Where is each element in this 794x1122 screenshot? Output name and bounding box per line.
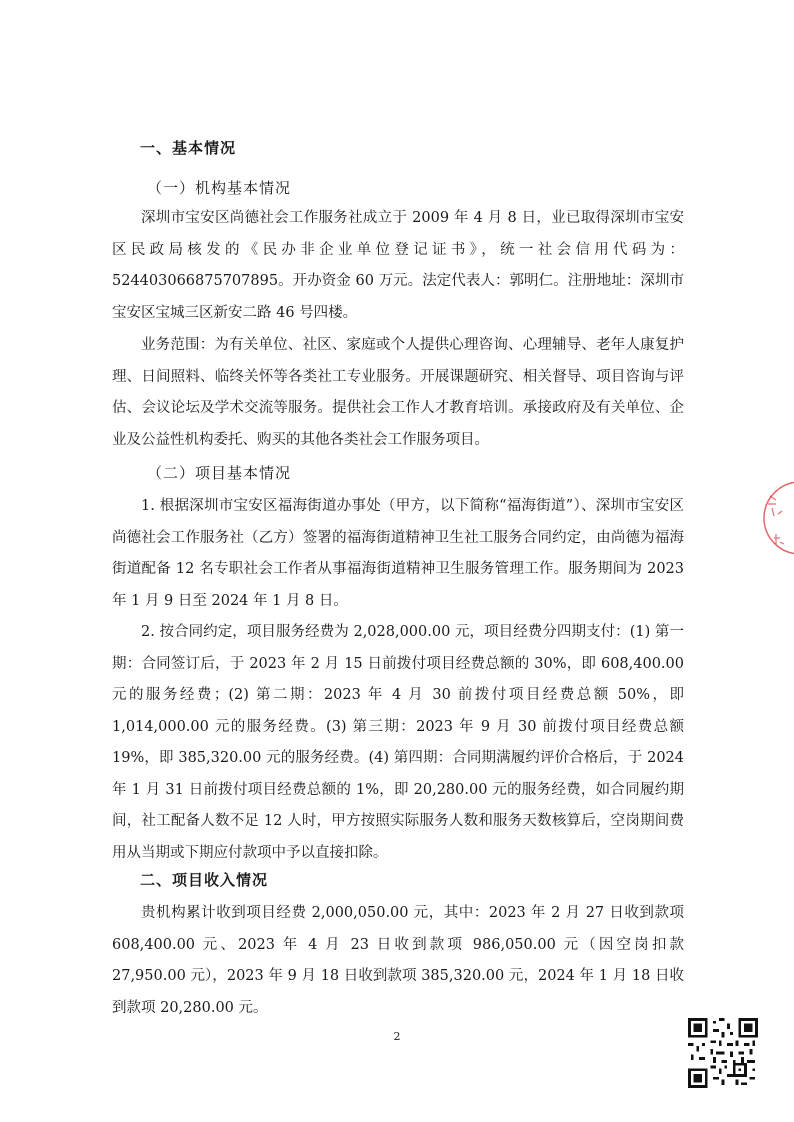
seal-stamp-partial	[760, 478, 794, 564]
contract-paragraph: 1. 根据深圳市宝安区福海街道办事处（甲方，以下简称“福海街道”）、深圳市宝安区尚德社会工作服务社（乙方）签署的福海街道精神卫生社工服务合同约定，由尚德为福海街道配备 12 名专职社会工作者从事福海街道精神卫生服务管理工作。服务期间为 2023 年 1 月 9 日至 2024 年 1 月 8 日。	[112, 498, 684, 609]
section1-sub1-title: （一）机构基本情况	[147, 179, 292, 197]
payment-terms-paragraph: 2. 按合同约定，项目服务经费为 2,028,000.00 元，项目经费分四期支付：(1) 第一期：合同签订后，于 2023 年 2 月 15 日前拨付项目经费总额的 30%，即 608,400.00 元的服务经费；(2) 第二期：2023 年 4 月 30 前拨付项目经费总额 50%，即 1,014,000.00 元的服务经费。(3) 第三期：2023 年 9 月 30 前拨付项目经费总额 19%，即 385,320.00 元的服务经费。(4) 第四期：合同期满履约评价合格后，于 2024 年 1 月 31 日前拨付项目经费总额的 1%，即 20,280.00 元的服务经费，如合同履约期间，社工配备人数不足 12 人时，甲方按照实际服务人数和服务天数核算后，空岗期间费用从当期或下期应付款项中予以直接扣除。	[112, 624, 684, 861]
qr-code-icon	[688, 1018, 758, 1088]
section1-title: 一、基本情况	[140, 139, 237, 157]
page-number: 2	[393, 1030, 401, 1043]
org-info-paragraph: 深圳市宝安区尚德社会工作服务社成立于 2009 年 4 月 8 日，业已取得深圳市宝安区民政局核发的《民办非企业单位登记证书》，统一社会信用代码为：524403066875707895。开办资金 60 万元。法定代表人：郭明仁。注册地址：深圳市宝安区宝城三区新安二路 46 号四楼。	[112, 210, 684, 321]
section1-sub2-title: （二）项目基本情况	[147, 464, 292, 482]
business-scope-paragraph: 业务范围：为有关单位、社区、家庭或个人提供心理咨询、心理辅导、老年人康复护理、日间照料、临终关怀等各类社工专业服务。开展课题研究、相关督导、项目咨询与评估、会议论坛及学术交流等服务。提供社会工作人才教育培训。承接政府及有关单位、企业及公益性机构委托、购买的其他各类社会工作服务项目。	[112, 337, 684, 448]
section2-title: 二、项目收入情况	[140, 871, 269, 889]
income-paragraph: 贵机构累计收到项目经费 2,000,050.00 元，其中：2023 年 2 月 27 日收到款项 608,400.00 元、2023 年 4 月 23 日收到款项 986,050.00 元（因空岗扣款 27,950.00 元），2023 年 9 月 18 日收到款项 385,320.00 元，2024 年 1 月 18 日收到款项 20,280.00 元。	[112, 905, 684, 1016]
